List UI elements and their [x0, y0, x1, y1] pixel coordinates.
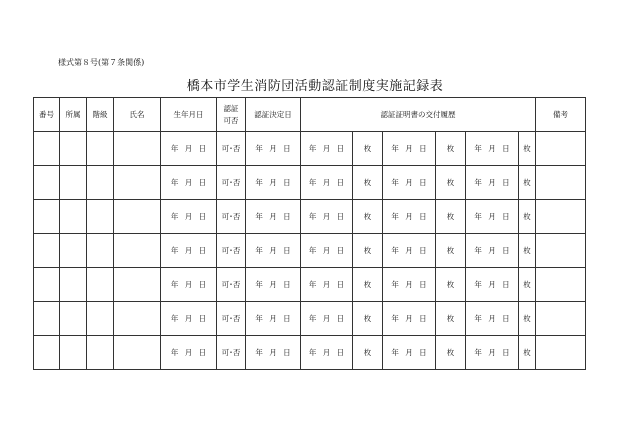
copies-2-cell: 枚 [436, 268, 466, 302]
decision-date-cell: 年 月 日 [246, 132, 301, 166]
issue-date-2-cell: 年 月 日 [383, 336, 436, 370]
copies-1-cell: 枚 [353, 302, 383, 336]
table-row [34, 336, 586, 370]
copies-1-cell: 枚 [353, 268, 383, 302]
issue-date-1-cell: 年 月 日 [301, 336, 353, 370]
number-cell [34, 268, 60, 302]
issue-date-3-cell: 年 月 日 [466, 268, 519, 302]
birthdate-cell: 年 月 日 [161, 166, 217, 200]
remarks-cell [536, 268, 586, 302]
issue-date-2-cell: 年 月 日 [383, 132, 436, 166]
rank-cell [87, 166, 114, 200]
issue-date-2-cell: 年 月 日 [383, 200, 436, 234]
approval-cell: 可･否 [217, 268, 246, 302]
issue-date-3-cell: 年 月 日 [466, 302, 519, 336]
affiliation-cell [60, 234, 87, 268]
copies-2-cell: 枚 [436, 234, 466, 268]
copies-2-cell: 枚 [436, 336, 466, 370]
copies-1-cell: 枚 [353, 234, 383, 268]
decision-date-cell: 年 月 日 [246, 200, 301, 234]
header-affiliation: 所属 [60, 98, 87, 132]
affiliation-cell [60, 302, 87, 336]
header-certificate-issue-history: 認証証明書の交付履歴 [301, 98, 536, 132]
approval-cell: 可･否 [217, 200, 246, 234]
copies-1-cell: 枚 [353, 200, 383, 234]
rank-cell [87, 132, 114, 166]
copies-1-cell: 枚 [353, 132, 383, 166]
name-cell [114, 132, 161, 166]
header-rank: 階級 [87, 98, 114, 132]
name-cell [114, 268, 161, 302]
rank-cell [87, 302, 114, 336]
approval-cell: 可･否 [217, 302, 246, 336]
header-certification-approval [217, 98, 246, 132]
issue-date-1-cell: 年 月 日 [301, 200, 353, 234]
issue-date-1-cell: 年 月 日 [301, 132, 353, 166]
birthdate-cell: 年 月 日 [161, 234, 217, 268]
table-row [34, 200, 586, 234]
remarks-cell [536, 336, 586, 370]
copies-3-cell: 枚 [519, 200, 536, 234]
rank-cell [87, 336, 114, 370]
approval-cell: 可･否 [217, 132, 246, 166]
approval-cell: 可･否 [217, 336, 246, 370]
copies-1-cell: 枚 [353, 166, 383, 200]
number-cell [34, 336, 60, 370]
number-cell [34, 166, 60, 200]
remarks-cell [536, 302, 586, 336]
decision-date-cell: 年 月 日 [246, 336, 301, 370]
birthdate-cell: 年 月 日 [161, 302, 217, 336]
issue-date-3-cell: 年 月 日 [466, 132, 519, 166]
birthdate-cell: 年 月 日 [161, 268, 217, 302]
header-certification-decision-date: 認証決定日 [246, 98, 301, 132]
decision-date-cell: 年 月 日 [246, 268, 301, 302]
copies-3-cell: 枚 [519, 166, 536, 200]
affiliation-cell [60, 336, 87, 370]
affiliation-cell [60, 166, 87, 200]
issue-date-2-cell: 年 月 日 [383, 166, 436, 200]
header-name: 氏名 [114, 98, 161, 132]
table-row [34, 268, 586, 302]
issue-date-2-cell: 年 月 日 [383, 268, 436, 302]
copies-2-cell: 枚 [436, 132, 466, 166]
number-cell [34, 302, 60, 336]
copies-2-cell: 枚 [436, 166, 466, 200]
rank-cell [87, 268, 114, 302]
issue-date-2-cell: 年 月 日 [383, 234, 436, 268]
affiliation-cell [60, 268, 87, 302]
header-number: 番号 [34, 98, 60, 132]
copies-2-cell: 枚 [436, 200, 466, 234]
issue-date-3-cell: 年 月 日 [466, 336, 519, 370]
remarks-cell [536, 200, 586, 234]
header-certification-approval-line1: 認証 [223, 103, 239, 113]
issue-date-3-cell: 年 月 日 [466, 200, 519, 234]
copies-3-cell: 枚 [519, 234, 536, 268]
decision-date-cell: 年 月 日 [246, 166, 301, 200]
birthdate-cell: 年 月 日 [161, 336, 217, 370]
issue-date-3-cell: 年 月 日 [466, 234, 519, 268]
issue-date-1-cell: 年 月 日 [301, 268, 353, 302]
copies-3-cell: 枚 [519, 132, 536, 166]
header-remarks: 備考 [536, 98, 586, 132]
copies-3-cell: 枚 [519, 268, 536, 302]
rank-cell [87, 200, 114, 234]
document-title: 橋本市学生消防団活動認証制度実施記録表 [186, 79, 444, 94]
issue-date-1-cell: 年 月 日 [301, 302, 353, 336]
table-row [34, 166, 586, 200]
issue-date-2-cell: 年 月 日 [383, 302, 436, 336]
header-row [34, 98, 586, 132]
name-cell [114, 336, 161, 370]
header-certification-approval-line2: 可否 [223, 115, 239, 125]
issue-date-1-cell: 年 月 日 [301, 234, 353, 268]
copies-3-cell: 枚 [519, 302, 536, 336]
record-table [33, 97, 586, 370]
table-row [34, 132, 586, 166]
name-cell [114, 200, 161, 234]
birthdate-cell: 年 月 日 [161, 200, 217, 234]
rank-cell [87, 234, 114, 268]
copies-2-cell: 枚 [436, 302, 466, 336]
remarks-cell [536, 166, 586, 200]
header-birthdate: 生年月日 [161, 98, 217, 132]
number-cell [34, 234, 60, 268]
birthdate-cell: 年 月 日 [161, 132, 217, 166]
decision-date-cell: 年 月 日 [246, 234, 301, 268]
approval-cell: 可･否 [217, 166, 246, 200]
affiliation-cell [60, 132, 87, 166]
number-cell [34, 200, 60, 234]
decision-date-cell: 年 月 日 [246, 302, 301, 336]
table-row [34, 234, 586, 268]
issue-date-3-cell: 年 月 日 [466, 166, 519, 200]
number-cell [34, 132, 60, 166]
copies-1-cell: 枚 [353, 336, 383, 370]
form-reference: 様式第８号(第７条関係) [58, 58, 145, 67]
name-cell [114, 166, 161, 200]
name-cell [114, 234, 161, 268]
approval-cell: 可･否 [217, 234, 246, 268]
remarks-cell [536, 234, 586, 268]
copies-3-cell: 枚 [519, 336, 536, 370]
remarks-cell [536, 132, 586, 166]
affiliation-cell [60, 200, 87, 234]
table-row [34, 302, 586, 336]
issue-date-1-cell: 年 月 日 [301, 166, 353, 200]
name-cell [114, 302, 161, 336]
